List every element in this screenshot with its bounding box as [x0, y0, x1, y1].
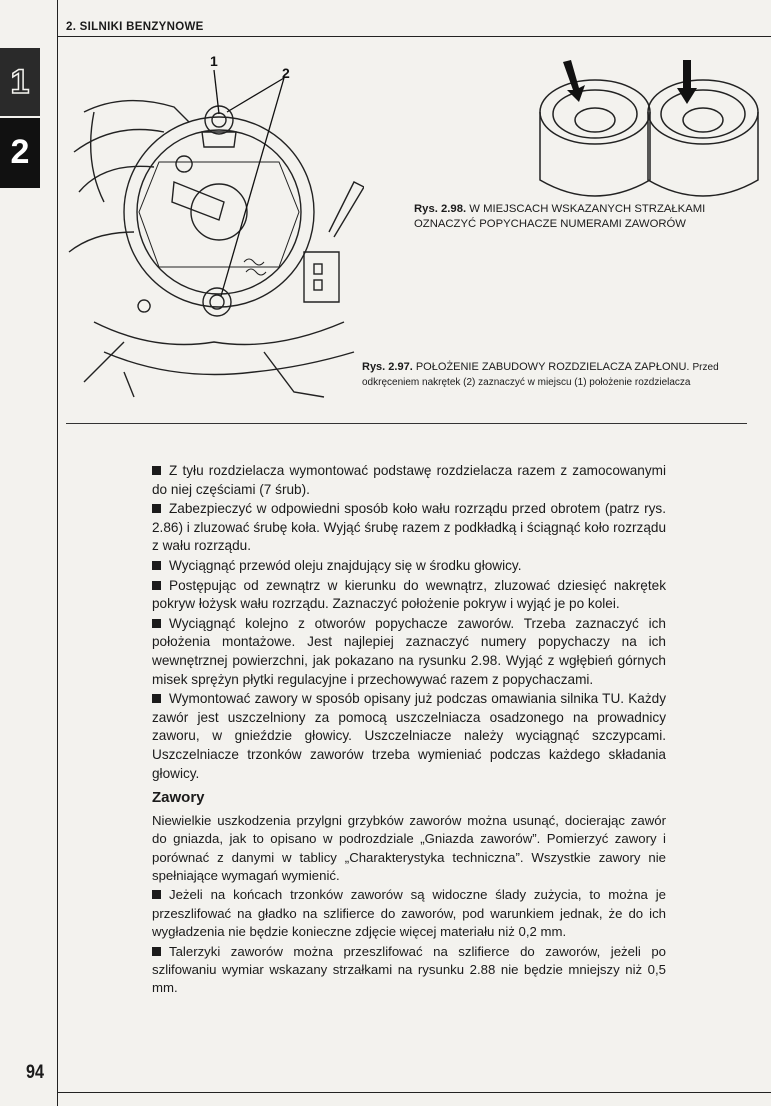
figure97-caption	[362, 360, 752, 390]
bullet-icon	[152, 947, 161, 956]
figure97-caption-title: POŁOŻENIE ZABUDOWY ROZDZIELACZA ZAPŁONU.	[415, 361, 690, 373]
tappets-drawing	[535, 52, 765, 202]
bullet-icon	[152, 694, 161, 703]
paragraph: Wyciągnąć przewód oleju znajdujący się w środku głowicy.	[152, 557, 666, 576]
bullet-icon	[152, 890, 161, 899]
paragraph: Wyciągnąć kolejno z otworów popychacze zaworów. Trzeba zaznaczyć ich położenia montażowe. Jest najlepiej zaznaczyć numery popychaczy na ich wewnętrznej powierzchni, jak pokazano na rysunku 2.98. Wyjąć z wgłębień górnych misek sprężyn płytki regulacyjne i przechowywać razem z popychaczami.	[152, 615, 666, 687]
chapter-tab-2: 2	[0, 118, 40, 188]
page-number: 94	[26, 1062, 44, 1083]
bullet-icon	[152, 581, 161, 590]
paragraph: Talerzyki zaworów można przeszlifować na szlifierce do zaworów, jeżeli po szlifowaniu wymiar wskazany strzałkami na rysunku 2.88 nie będzie mniejszy niż 0,5 mm.	[152, 943, 666, 996]
chapter-header: 2. SILNIKI BENZYNOWE	[66, 21, 204, 33]
header-rule	[57, 36, 771, 37]
chapter-tab-1: 1	[0, 48, 40, 116]
figure97-caption-text: Przed odkręceniem nakrętek (2) zaznaczyć w miejscu (1) położenie rozdzielacza	[362, 362, 719, 388]
section-divider	[66, 423, 747, 424]
section-heading: Zawory	[152, 789, 205, 807]
paragraph: Wymontować zawory w sposób opisany już podczas omawiania silnika TU. Każdy zawór jest uszczelniony za pomocą uszczelniacza osadzonego na prowadnicy zaworu, w gnieździe głowicy. Uszczelniacze należy wyciągnąć szczypcami. Uszczelniacze trzonków zaworów trzeba wymieniać podczas każdego składania głowicy.	[152, 691, 666, 781]
bullet-icon	[152, 561, 161, 570]
footer-rule	[57, 1092, 771, 1093]
paragraph: Postępując od zewnątrz w kierunku do wewnątrz, zluzować dziesięć nakrętek pokryw łożysk wału rozrządu. Zaznaczyć położenie pokryw i wyjąć je po kolei.	[152, 577, 666, 612]
figure98-caption	[414, 202, 759, 232]
bullet-icon	[152, 466, 161, 475]
main-text	[152, 462, 666, 999]
figure98-caption-number: Rys. 2.98.	[414, 203, 467, 215]
paragraph: Zabezpieczyć w odpowiedni sposób koło wału rozrządu przed obrotem (patrz rys. 2.86) i zluzować śrubę koła. Wyjąć śrubę razem z podkładką i ściągnąć koło rozrządu z wału rozrządu.	[152, 501, 666, 554]
figure97-caption-number: Rys. 2.97.	[362, 361, 413, 373]
paragraph: Z tyłu rozdzielacza wymontować podstawę rozdzielacza razem z zamocowanymi do niej częściami (7 śrub).	[152, 463, 666, 497]
figure97-label-2: 2	[282, 65, 290, 81]
figure98-caption-text: W MIEJSCACH WSKAZANYCH STRZAŁKAMI OZNACZYĆ POPYCHACZE NUMERAMI ZAWORÓW	[414, 203, 706, 230]
bullet-icon	[152, 504, 161, 513]
paragraph: Niewielkie uszkodzenia przylgni grzybków zaworów można usunąć, docierając zawór do gniazda, jak to opisano w podrozdziale „Gniazda zaworów”. Pomierzyć zawory i porównać z danymi w tablicy „Charakterystyka techniczna”. Wszystkie zawory nie spełniające wymagań wymienić.	[152, 812, 666, 883]
bullet-icon	[152, 619, 161, 628]
paragraph: Jeżeli na końcach trzonków zaworów są widoczne ślady zużycia, to można je przeszlifować na gładko na szlifierce do zaworów, pod warunkiem jednak, że do ich wygładzenia nie będzie konieczne zdjęcie więcej materiału niż 0,2 mm.	[152, 887, 666, 940]
distributor-drawing	[64, 52, 364, 402]
left-margin-rule	[57, 0, 58, 1106]
figure97-label-1: 1	[210, 53, 218, 69]
